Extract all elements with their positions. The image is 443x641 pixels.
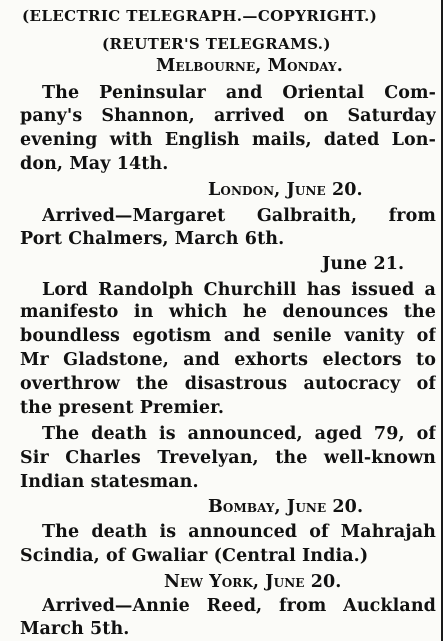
- text-line: Port Chalmers, March 6th.: [20, 229, 285, 249]
- text-line: overthrow the disastrous autocracy of: [20, 374, 436, 394]
- text-line: Lord Randolph Churchill has issued a: [42, 280, 436, 300]
- text-line: The death is announced of Mahrajah: [42, 522, 436, 542]
- text-line: evening with English mails, dated Lon-: [20, 130, 436, 150]
- dateline-melbourne: Melbourne, Monday.: [156, 56, 343, 76]
- text-line: Arrived—Margaret Galbraith, from: [42, 206, 436, 226]
- dateline-london: London, June 20.: [208, 180, 363, 200]
- text-line: The Peninsular and Oriental Com-: [42, 83, 436, 103]
- text-line: Arrived—Annie Reed, from Auckland: [42, 596, 436, 616]
- header-copyright: (ELECTRIC TELEGRAPH.—COPYRIGHT.): [22, 7, 378, 25]
- dateline-bombay: Bombay, June 20.: [208, 497, 364, 517]
- header-agency: (REUTER'S TELEGRAMS.): [102, 35, 331, 53]
- text-line: Mr Gladstone, and exhorts electors to: [20, 350, 436, 370]
- text-line: manifesto in which he denounces the: [20, 302, 436, 322]
- text-line: Scindia, of Gwaliar (Central India.): [20, 546, 369, 566]
- text-line: Sir Charles Trevelyan, the well-known: [20, 448, 436, 468]
- dateline-june21: June 21.: [322, 254, 405, 274]
- text-line: pany's Shannon, arrived on Saturday: [20, 106, 436, 126]
- text-line: The death is announced, aged 79, of: [42, 424, 436, 444]
- text-line: Indian statesman.: [20, 472, 199, 492]
- dateline-new-york: New York, June 20.: [164, 572, 342, 592]
- text-line: don, May 14th.: [20, 154, 169, 174]
- text-line: the present Premier.: [20, 398, 225, 418]
- text-line: boundless egotism and senile vanity of: [20, 326, 436, 346]
- text-line: March 5th.: [20, 619, 130, 639]
